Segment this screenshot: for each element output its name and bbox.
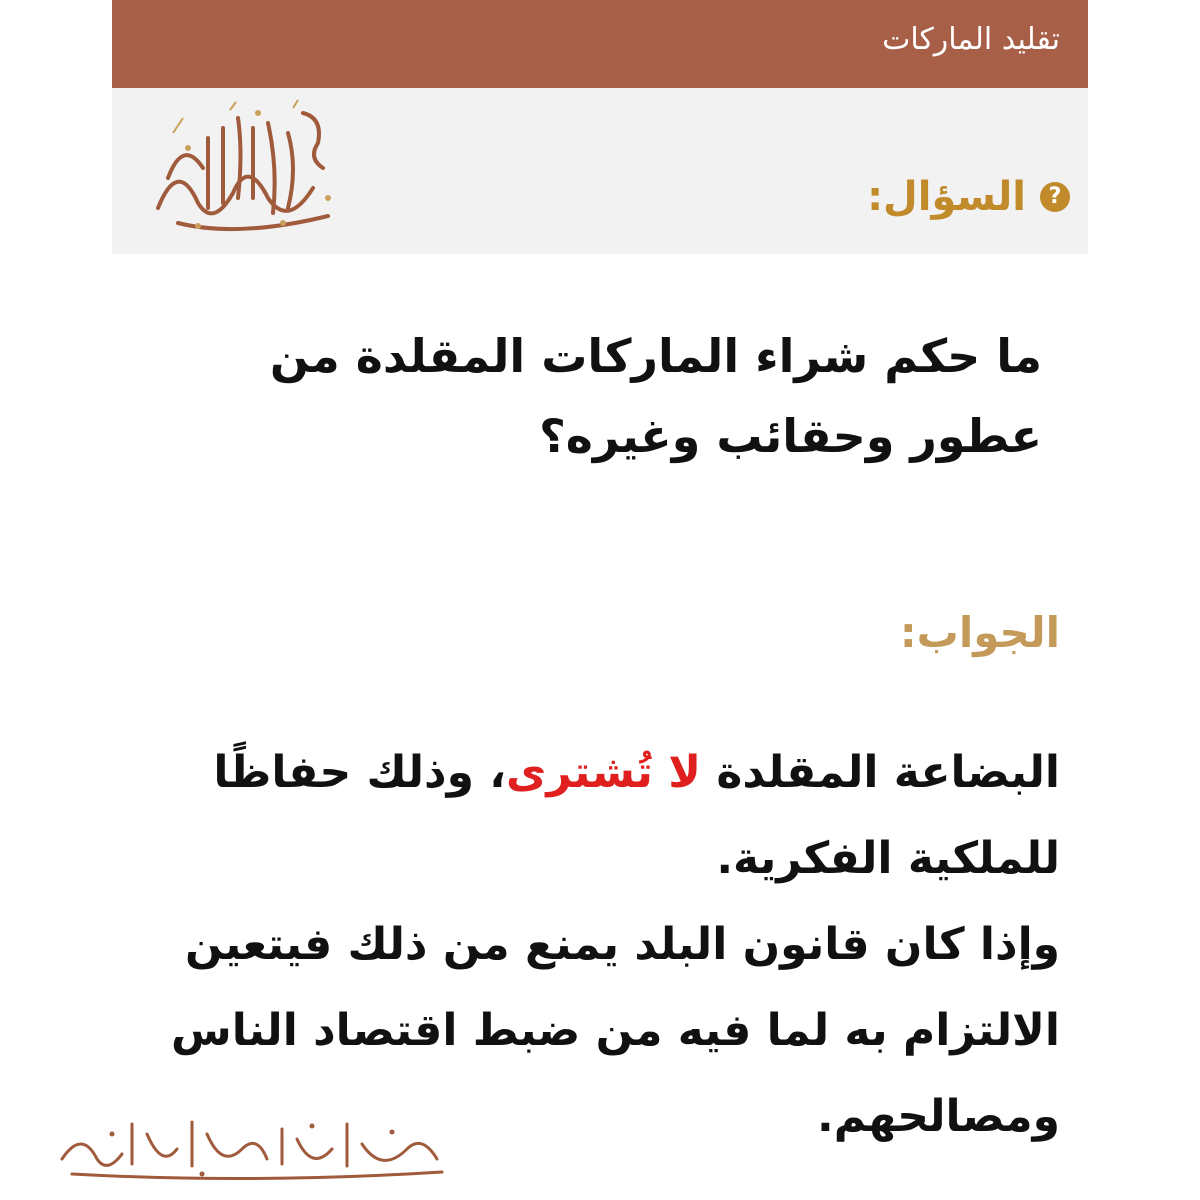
- signature-logo: [52, 1104, 452, 1184]
- question-label-group: [867, 174, 1070, 220]
- question-text: ما حكم شراء الماركات المقلدة من عطور وحقائب وغيره؟: [269, 329, 1042, 463]
- answer-paragraph-1: [160, 730, 1060, 902]
- header-bar: [112, 0, 1088, 88]
- answer-paragraph-2: وإذا كان قانون البلد يمنع من ذلك فيتعين الالتزام به لما فيه من ضبط اقتصاد الناس ومصالحهم.: [170, 919, 1060, 1142]
- calligraphy-logo: [138, 98, 348, 238]
- answer-highlight: لا تُشترى: [506, 747, 702, 798]
- answer-label: الجواب:: [899, 608, 1060, 657]
- page-title: تقليد الماركات: [882, 22, 1060, 57]
- answer-line1-part1: البضاعة المقلدة: [701, 747, 1060, 798]
- answer-line1-part2: ، وذلك حفاظًا للملكية الفكرية.: [213, 747, 1060, 884]
- question-label: السؤال:: [867, 174, 1026, 220]
- answer-text: [160, 730, 1060, 1160]
- question-circle-icon: ?: [1040, 182, 1070, 212]
